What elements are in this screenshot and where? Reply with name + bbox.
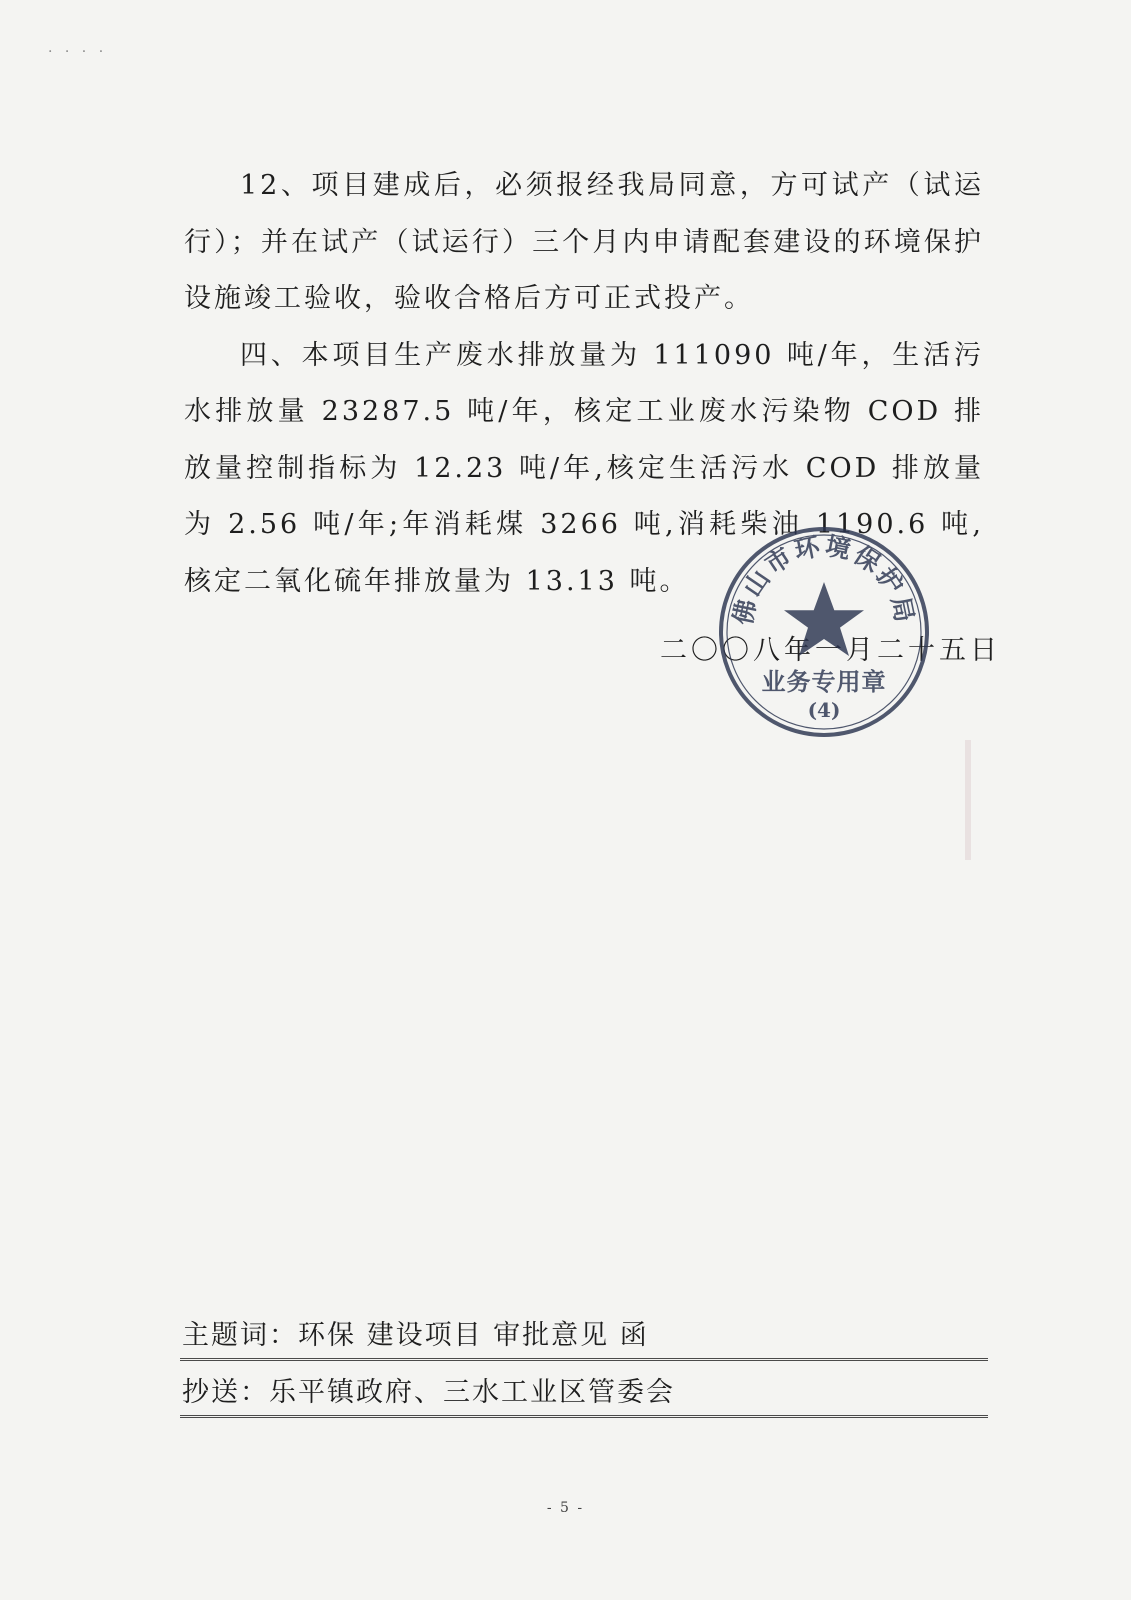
official-seal	[714, 522, 934, 742]
seal-org-text: 佛山市环境保护局	[728, 531, 920, 628]
seal-number-text: (4)	[807, 698, 841, 722]
seal-purpose-text: 业务专用章	[761, 667, 887, 696]
document-footer	[180, 1314, 988, 1418]
scan-artifact	[965, 740, 971, 860]
page-number: - 5 -	[546, 1500, 585, 1516]
scan-noise: · · · ·	[48, 44, 108, 60]
issue-date: 二〇〇八年一月二十五日	[660, 635, 1001, 666]
paragraph-approval-condition: 12、项目建成后，必须报经我局同意，方可试产（试运行）；并在试产（试运行）三个月内申请配套建设的环境保护设施竣工验收，验收合格后方可正式投产。	[184, 170, 984, 314]
footer-divider	[180, 1358, 988, 1361]
paragraph-emission-quota: 四、本项目生产废水排放量为 111090 吨/年，生活污水排放量 23287.5 吨/年，核定工业废水污染物 COD 排放量控制指标为 12.23 吨/年,核定生活污水 COD 排放量为 2.56 吨/年;年消耗煤 3266 吨,消耗柴油 1190.6 吨,核定二氧化硫年排放量为 13.13 吨。	[184, 339, 984, 597]
cc-recipients: 抄送：乐平镇政府、三水工业区管委会	[182, 1377, 675, 1408]
footer-divider	[180, 1415, 988, 1418]
star-icon	[784, 582, 864, 656]
subject-keywords: 主题词：环保 建设项目 审批意见 函	[182, 1320, 649, 1351]
